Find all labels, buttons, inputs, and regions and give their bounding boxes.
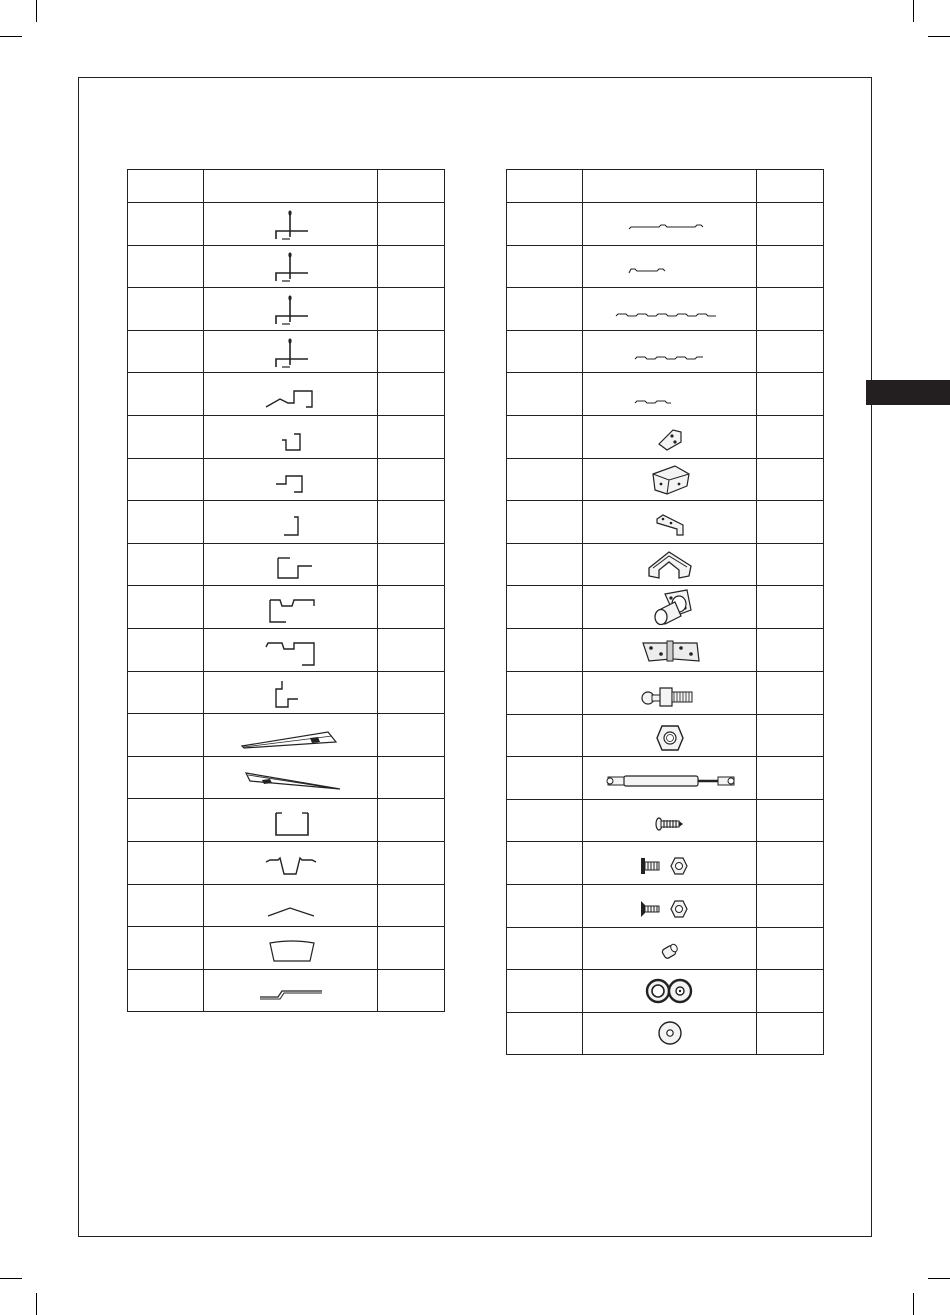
part-qty <box>757 543 824 586</box>
header-description <box>204 170 378 203</box>
header-no <box>128 170 204 203</box>
cap-nut-icon <box>635 931 705 965</box>
profile-l-rail-icon <box>256 249 326 283</box>
part-no <box>128 841 204 884</box>
profile-l-rail-icon <box>256 207 326 241</box>
part-qty <box>378 841 445 884</box>
crop-mark <box>913 0 914 22</box>
part-no <box>507 757 583 800</box>
part-no <box>128 884 204 927</box>
part-no <box>507 799 583 842</box>
part-qty <box>378 969 445 1012</box>
table-row <box>128 245 445 288</box>
table-row <box>128 884 445 927</box>
part-qty <box>757 1012 824 1055</box>
grommet-icon <box>630 972 710 1010</box>
table-row <box>128 288 445 331</box>
part-no <box>507 714 583 757</box>
table-row <box>507 1012 824 1055</box>
part-qty <box>757 245 824 288</box>
part-no <box>507 458 583 501</box>
table-row <box>128 501 445 544</box>
hinge-icon <box>625 633 715 667</box>
part-qty <box>757 927 824 970</box>
corner-bracket-icon <box>635 460 705 498</box>
part-qty <box>757 501 824 544</box>
part-qty <box>378 415 445 458</box>
part-no <box>128 288 204 331</box>
table-row <box>128 415 445 458</box>
table-row <box>507 629 824 672</box>
table-row <box>507 373 824 416</box>
crop-mark <box>0 1278 22 1279</box>
table-header <box>507 170 824 203</box>
part-qty <box>757 714 824 757</box>
table-row <box>507 288 824 331</box>
table-row <box>507 671 824 714</box>
part-no <box>507 671 583 714</box>
part-qty <box>378 628 445 671</box>
notched-strip-icon <box>615 207 725 241</box>
ball-stud-icon <box>630 676 710 710</box>
part-qty <box>378 927 445 970</box>
table-row <box>507 970 824 1013</box>
part-no <box>507 288 583 331</box>
part-qty <box>378 543 445 586</box>
table-row <box>128 927 445 970</box>
part-no <box>507 927 583 970</box>
part-no <box>128 458 204 501</box>
profile-l-rail-icon <box>256 335 326 369</box>
part-qty <box>378 501 445 544</box>
countersunk-bolt-nut-icon <box>625 889 715 923</box>
wedge-panel-icon <box>236 718 346 752</box>
profile-hat-icon <box>256 846 326 880</box>
table-row <box>128 841 445 884</box>
part-no <box>128 586 204 629</box>
profile-step-channel-icon <box>256 462 326 496</box>
crop-mark <box>36 1293 37 1315</box>
table-row <box>128 714 445 757</box>
notched-strip-icon <box>610 292 730 326</box>
bracket-icon <box>635 420 705 454</box>
part-no <box>507 373 583 416</box>
profile-double-u-icon <box>256 633 326 667</box>
part-qty <box>378 330 445 373</box>
part-qty <box>757 671 824 714</box>
table-row <box>507 415 824 458</box>
table-row <box>507 543 824 586</box>
table-row <box>128 373 445 416</box>
crop-mark <box>36 0 37 22</box>
header-no <box>507 170 583 203</box>
table-row <box>507 330 824 373</box>
part-qty <box>757 970 824 1013</box>
part-qty <box>757 288 824 331</box>
parts-table-left <box>127 169 445 1012</box>
table-row <box>128 969 445 1012</box>
profile-small-channel-icon <box>256 420 326 454</box>
hex-nut-icon <box>635 718 705 752</box>
profile-l-rail-icon <box>256 292 326 326</box>
table-row <box>128 458 445 501</box>
table-header <box>128 170 445 203</box>
table-row <box>507 757 824 800</box>
part-no <box>128 373 204 416</box>
part-no <box>128 969 204 1012</box>
table-row <box>128 756 445 799</box>
table-row <box>507 714 824 757</box>
part-qty <box>757 884 824 927</box>
part-no <box>128 927 204 970</box>
part-qty <box>378 458 445 501</box>
profile-trapezoid-icon <box>256 931 326 965</box>
profile-s-step-icon <box>256 675 326 709</box>
crop-mark <box>0 36 22 37</box>
profile-flat-bar-icon <box>256 973 326 1007</box>
part-no <box>507 501 583 544</box>
table-row <box>128 671 445 714</box>
flange-sleeve-icon <box>635 586 705 628</box>
table-row <box>128 628 445 671</box>
table-row <box>128 586 445 629</box>
header-description <box>583 170 757 203</box>
part-no <box>507 203 583 246</box>
table-row <box>128 543 445 586</box>
part-qty <box>757 203 824 246</box>
washer-icon <box>635 1014 705 1052</box>
table-row <box>507 799 824 842</box>
table-row <box>128 799 445 842</box>
table-row <box>507 586 824 629</box>
table-row <box>507 203 824 246</box>
part-no <box>128 543 204 586</box>
table-row <box>507 842 824 885</box>
part-no <box>128 203 204 246</box>
part-no <box>507 970 583 1013</box>
part-no <box>507 842 583 885</box>
part-qty <box>378 799 445 842</box>
notched-strip-icon <box>615 249 725 283</box>
part-no <box>507 330 583 373</box>
part-qty <box>757 458 824 501</box>
part-qty <box>757 373 824 416</box>
part-no <box>507 245 583 288</box>
profile-ridge-icon <box>256 888 326 922</box>
screw-icon <box>635 804 705 838</box>
crop-mark <box>913 1293 914 1315</box>
table-row <box>507 245 824 288</box>
part-no <box>128 714 204 757</box>
part-qty <box>757 330 824 373</box>
table-row <box>507 458 824 501</box>
part-no <box>128 415 204 458</box>
part-no <box>128 330 204 373</box>
part-qty <box>757 586 824 629</box>
part-no <box>128 628 204 671</box>
header-qty <box>378 170 445 203</box>
clip-icon <box>635 505 705 539</box>
part-qty <box>378 884 445 927</box>
part-qty <box>378 586 445 629</box>
part-no <box>128 245 204 288</box>
part-no <box>128 671 204 714</box>
part-no <box>507 543 583 586</box>
part-no <box>507 586 583 629</box>
wedge-panel-icon <box>236 761 346 795</box>
part-qty <box>378 373 445 416</box>
part-qty <box>378 671 445 714</box>
header-qty <box>757 170 824 203</box>
part-no <box>507 415 583 458</box>
part-qty <box>757 799 824 842</box>
part-no <box>128 799 204 842</box>
table-row <box>128 330 445 373</box>
part-no <box>507 884 583 927</box>
profile-z-channel-icon <box>256 377 326 411</box>
section-tab <box>866 380 950 405</box>
bolt-nut-icon <box>625 846 715 880</box>
part-no <box>128 756 204 799</box>
part-qty <box>757 629 824 672</box>
part-qty <box>757 757 824 800</box>
crop-mark <box>928 1278 950 1279</box>
part-no <box>507 629 583 672</box>
part-qty <box>378 714 445 757</box>
table-row <box>128 203 445 246</box>
parts-table-right <box>506 169 824 1055</box>
corner-cap-icon <box>635 546 705 584</box>
gas-strut-icon <box>600 761 740 795</box>
notched-strip-icon <box>615 377 725 411</box>
part-no <box>507 1012 583 1055</box>
part-no <box>128 501 204 544</box>
table-row <box>507 884 824 927</box>
profile-u-channel-icon <box>256 803 326 837</box>
profile-wide-u-icon <box>256 590 326 624</box>
profile-u-step-icon <box>256 548 326 582</box>
crop-mark <box>928 36 950 37</box>
part-qty <box>378 756 445 799</box>
part-qty <box>378 203 445 246</box>
table-row <box>507 501 824 544</box>
table-row <box>507 927 824 970</box>
part-qty <box>757 415 824 458</box>
part-qty <box>757 842 824 885</box>
part-qty <box>378 288 445 331</box>
notched-strip-icon <box>615 335 725 369</box>
part-qty <box>378 245 445 288</box>
profile-j-hook-icon <box>256 505 326 539</box>
